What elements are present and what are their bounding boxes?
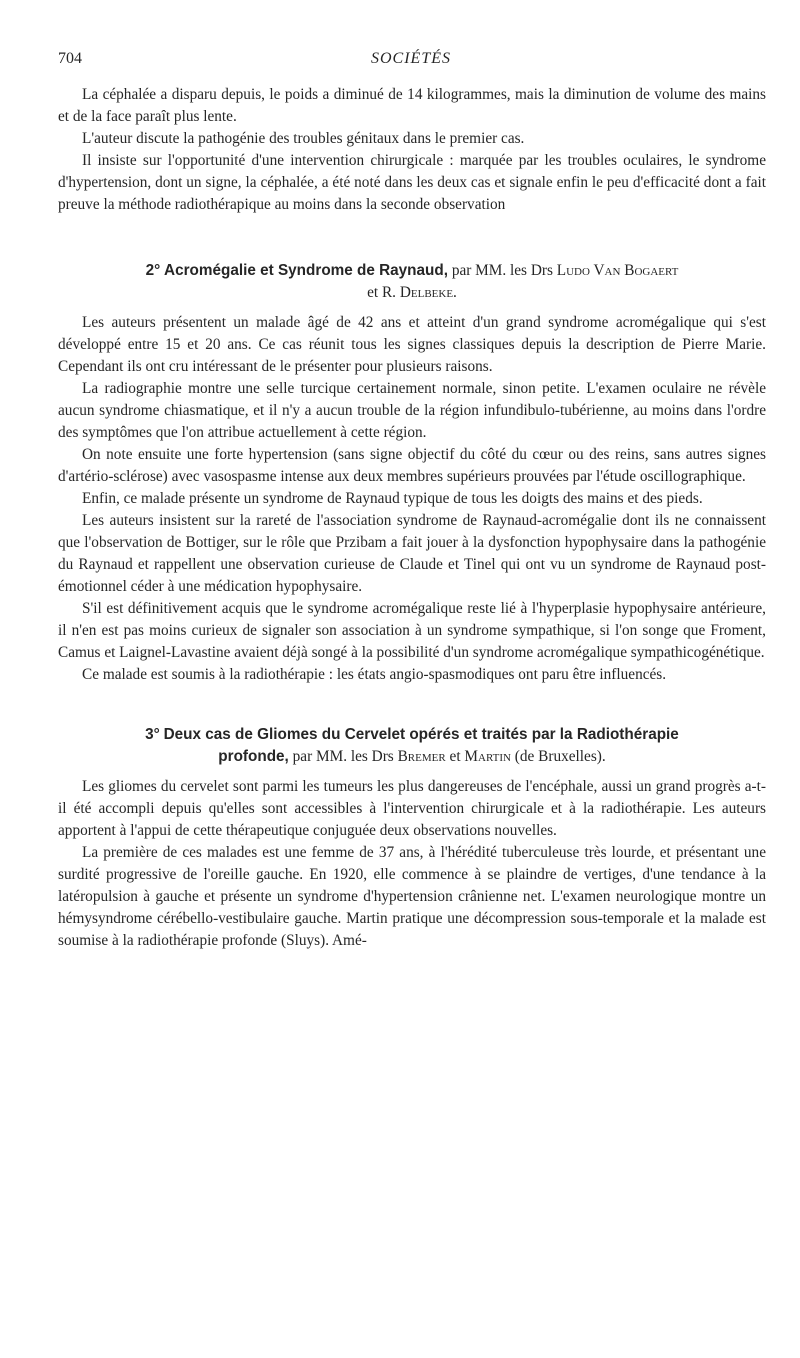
section-3-author-2: Martin [464, 748, 511, 765]
section-gap [58, 686, 766, 724]
section-3-authors-prefix: par MM. les Drs [292, 748, 394, 765]
section-2-title: Acromégalie et Syndrome de Raynaud, [164, 262, 448, 279]
section-2-paragraph: Les auteurs insistent sur la rareté de l'association syndrome de Raynaud-acromégalie dont ils ne connaissent que l'observation de Bottiger, sur le rôle que Przibam a fait jouer à la dysfonction hypophysaire dans la pathogénie du Raynaud et rappellent une observation curieuse de Claude et Tinel qui ont vu un syndrome de Raynaud post-émotionnel céder à une médication hypophysaire. [58, 512, 766, 595]
section-2-paragraph: On note ensuite une forte hypertension (sans signe objectif du côté du cœur ou des reins, sans autres signes d'artério-sclérose) avec vasospasme intense aux deux membres supérieurs prouvées par l'étude oscillographique. [58, 446, 766, 485]
section-gap [58, 304, 766, 312]
section-2-number: 2° [145, 262, 161, 279]
section-gap [58, 768, 766, 776]
section-2-paragraph: Ce malade est soumis à la radiothérapie : les états angio-spasmodiques ont paru être influencés. [82, 666, 667, 683]
section-3-title-line-2: profonde, [218, 748, 289, 765]
intro-paragraph: Il insiste sur l'opportunité d'une intervention chirurgicale : marquée par les troubles oculaires, le syndrome d'hypertension, dont un signe, la céphalée, a été noté dans les deux cas et signale enfin le peu d'efficacité dont a fait preuve la méthode radiothérapique au moins dans la seconde observation [58, 152, 766, 213]
section-2-paragraph: Enfin, ce malade présente un syndrome de Raynaud typique de tous les doigts des mains et des pieds. [82, 490, 703, 507]
section-2-author-2: R. Delbeke. [381, 284, 457, 301]
section-3-paragraph: La première de ces malades est une femme de 37 ans, à l'hérédité tuberculeuse très lourde, et présentant une surdité progressive de l'oreille gauche. En 1920, elle commence à se plaindre de vertiges, d'une tendance à la latéropulsion à gauche et présente un syndrome d'hypertension crânienne net. L'examen neurologique montre un hémysyndrome cérébello-vestibulaire gauche. Martin pratique une décompression sous-temporale et la malade est soumise à la radiothérapie profonde (Sluys). Amé- [58, 844, 766, 949]
page-number: 704 [58, 50, 82, 67]
section-2-author-1: Ludo Van Bogaert [556, 262, 679, 279]
section-2-paragraph: S'il est définitivement acquis que le syndrome acromégalique reste lié à l'hyperplasie hypophysaire antérieure, il n'en est pas moins curieux de signaler son association à un syndrome sympathique, si l'on songe que Froment, Camus et Laignel-Lavastine avaient déjà songé à la possibilité d'un syndrome acromégalique sympathicogénétique. [58, 600, 766, 661]
intro-paragraph: L'auteur discute la pathogénie des troubles génitaux dans le premier cas. [82, 130, 525, 147]
section-3-paragraph: Les gliomes du cervelet sont parmi les tumeurs les plus dangereuses de l'encéphale, aussi un grand progrès a-t-il été accompli depuis qu'elles sont accessibles à l'intervention chirurgicale et à la radiothérapie. Les auteurs apportent à l'appui de cette thérapeutique conjuguée deux observations nouvelles. [58, 778, 766, 839]
section-3-title-line-1: Deux cas de Gliomes du Cervelet opérés et traités par la Radiothérapie [163, 726, 679, 743]
section-2-authors-prefix: par MM. les Drs [451, 262, 553, 279]
section-3-number: 3° [145, 726, 160, 743]
section-3-connector: et [449, 748, 461, 765]
section-gap [58, 216, 766, 260]
intro-paragraph: La céphalée a disparu depuis, le poids a diminué de 14 kilogrammes, mais la diminution de volume des mains et de la face paraît plus lente. [58, 86, 766, 125]
section-3-affiliation: (de Bruxelles). [514, 748, 606, 765]
page-header [58, 50, 764, 74]
section-2-heading [58, 260, 766, 304]
section-2-paragraph: La radiographie montre une selle turcique certainement normale, sinon petite. L'examen oculaire ne révèle aucun syndrome chiasmatique, et il n'y a aucun trouble de la région infundibulo-tubérienne, au moins dans l'ordre des symptômes que l'on attribue actuellement à cette région. [58, 380, 766, 441]
running-head: SOCIÉTÉS [371, 50, 451, 67]
section-3-author-1: Bremer [397, 748, 446, 765]
body-text [58, 84, 766, 952]
section-2-connector: et [367, 284, 379, 301]
section-2-paragraph: Les auteurs présentent un malade âgé de 42 ans et atteint d'un grand syndrome acromégalique qui s'est développé entre 15 et 20 ans. Ce cas réunit tous les signes classiques depuis la description de Pierre Marie. Cependant ils ont cru intéressant de le présenter pour plusieurs raisons. [58, 314, 766, 375]
section-3-heading [58, 724, 766, 768]
